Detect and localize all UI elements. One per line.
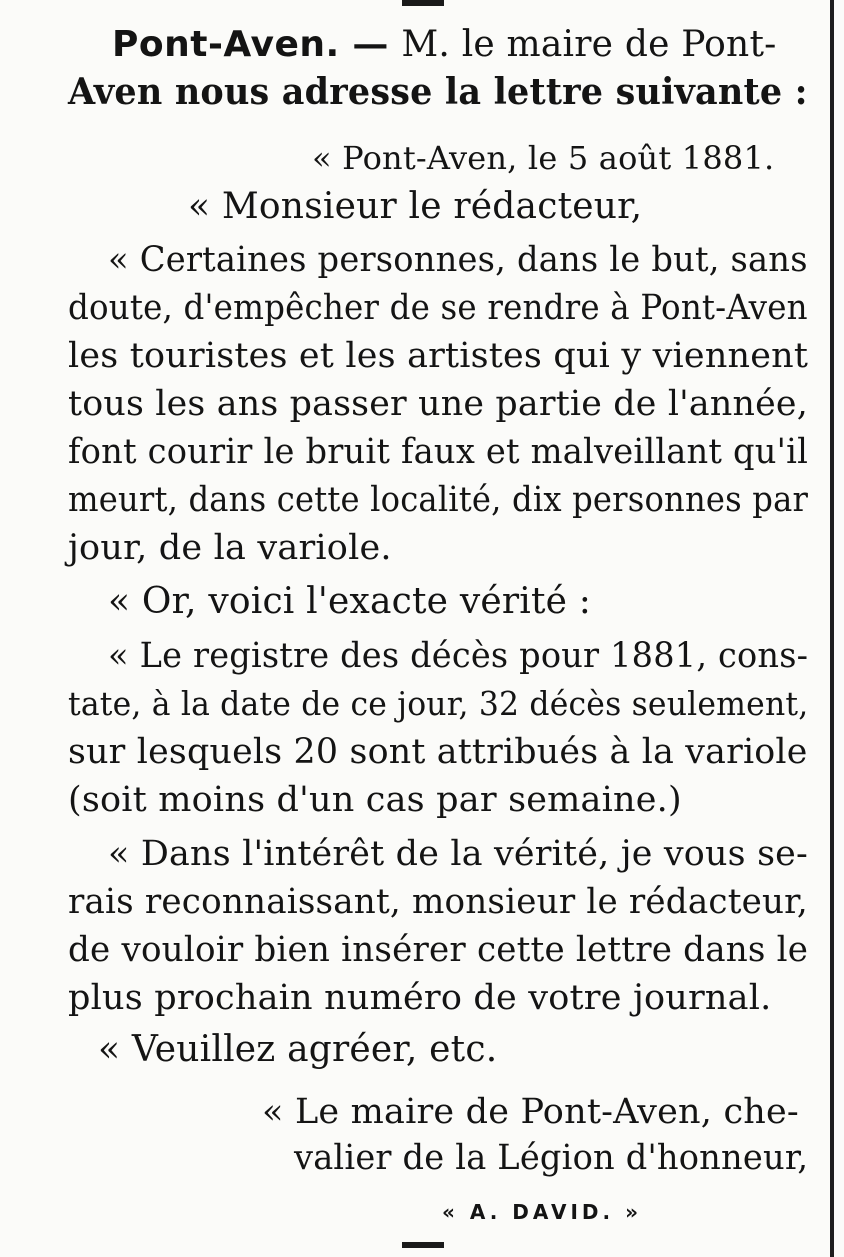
letter-dateline: « Pont-Aven, le 5 août 1881. bbox=[312, 139, 775, 177]
paragraph-1-line-5: font courir le bruit faux et malveillant qu'il bbox=[68, 432, 809, 472]
letter-salutation: « Monsieur le rédacteur, bbox=[188, 186, 643, 227]
paragraph-3-line-3: sur lesquels 20 sont attribués à la variole bbox=[68, 732, 808, 772]
top-divider bbox=[402, 0, 444, 6]
paragraph-1-line-7: jour, de la variole. bbox=[68, 528, 392, 568]
article-title: Pont-Aven. bbox=[112, 24, 340, 65]
paragraph-2: « Or, voici l'exacte vérité : bbox=[108, 581, 592, 622]
letter-closing: « Veuillez agréer, etc. bbox=[98, 1029, 498, 1070]
column-rule bbox=[830, 0, 834, 1257]
paragraph-4-line-3: de vouloir bien insérer cette lettre dans le bbox=[68, 930, 809, 970]
paragraph-3-line-2: tate, à la date de ce jour, 32 décès seulement, bbox=[68, 684, 809, 723]
heading-dash: — bbox=[339, 23, 402, 65]
signature-name: « A. DAVID. » bbox=[442, 1200, 643, 1224]
paragraph-1-line-4: tous les ans passer une partie de l'année, bbox=[68, 384, 808, 424]
paragraph-3-line-4: (soit moins d'un cas par semaine.) bbox=[68, 780, 682, 820]
paragraph-1-line-6: meurt, dans cette localité, dix personnes par bbox=[68, 480, 809, 520]
intro-line-2: Aven nous adresse la lettre suivante : bbox=[68, 71, 808, 113]
paragraph-3-line-1: « Le registre des décès pour 1881, cons- bbox=[108, 636, 809, 676]
paragraph-1-line-2: doute, d'empêcher de se rendre à Pont-Aven bbox=[68, 288, 808, 328]
paragraph-1-line-1: « Certaines personnes, dans le but, sans bbox=[108, 240, 808, 280]
article-heading bbox=[112, 22, 776, 67]
signature-line-1: « Le maire de Pont-Aven, che- bbox=[262, 1092, 799, 1132]
intro-line-1: M. le maire de Pont- bbox=[401, 24, 777, 65]
paragraph-4-line-2: rais reconnaissant, monsieur le rédacteur, bbox=[68, 882, 808, 922]
bottom-divider bbox=[402, 1242, 444, 1248]
paragraph-1-line-3: les touristes et les artistes qui y viennent bbox=[68, 336, 809, 376]
signature-line-2: valier de la Légion d'honneur, bbox=[294, 1138, 809, 1178]
paragraph-4-line-4: plus prochain numéro de votre journal. bbox=[68, 978, 772, 1018]
paragraph-4-line-1: « Dans l'intérêt de la vérité, je vous se- bbox=[108, 834, 809, 874]
